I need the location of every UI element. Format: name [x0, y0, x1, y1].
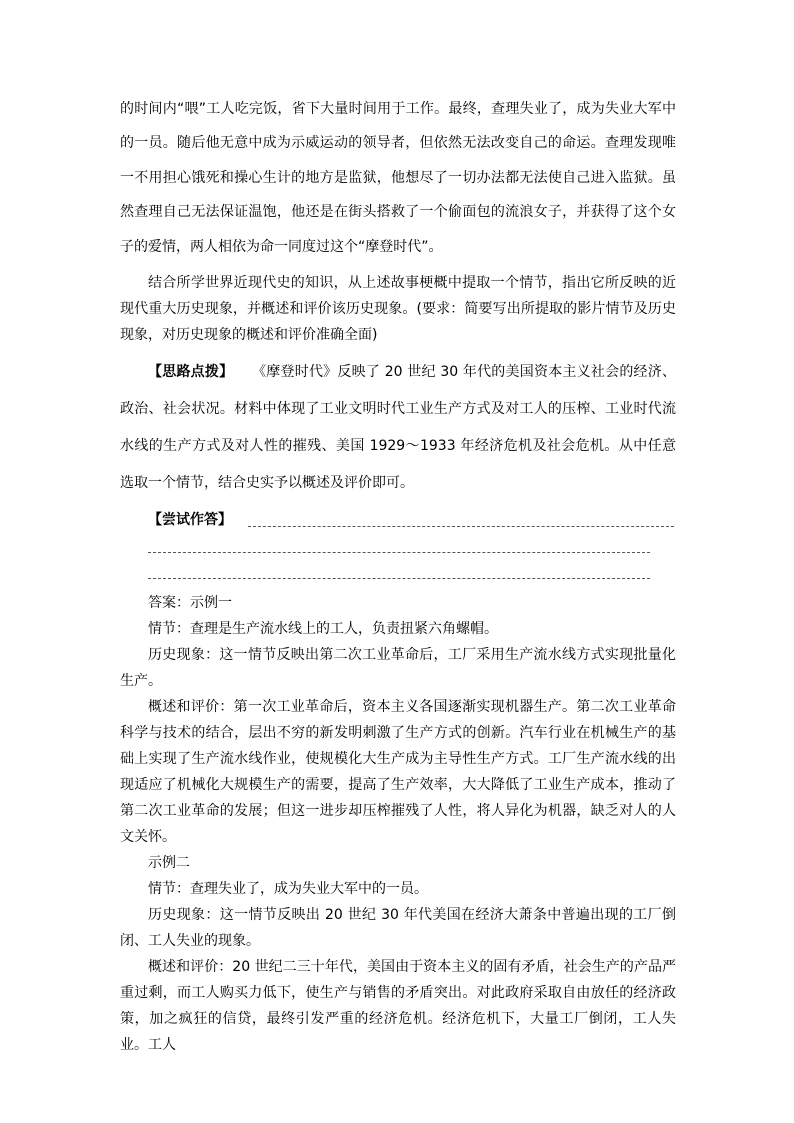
try-answer-row	[120, 508, 676, 538]
answer-line-3[interactable]	[148, 578, 650, 579]
answer-line-row-3	[120, 564, 676, 590]
answer-block	[120, 590, 676, 1058]
document-page	[120, 92, 676, 1058]
example2-plot: 情节：查理失业了，成为失业大军中的一员。	[148, 881, 428, 898]
example1-evaluation: 概述和评价：第一次工业革命后，资本主义各国逐渐实现机器生产。第二次工业革命科学与技术的结合，层出不穷的新发明刺激了生产方式的创新。汽车行业在机械生产的基础上实现了生产流水线作业，使规模化大生产成为主导性生产方式。工厂生产流水线的出现适应了机械化大规模生产的需要，提高了生产效率，大大降低了工业生产成本，推动了第二次工业革命的发展；但这一进步却压榨摧残了人性，将人异化为机器，缺乏对人的人文关怀。	[120, 699, 676, 846]
example2-evaluation: 概述和评价：20 世纪二三十年代，美国由于资本主义的固有矛盾，社会生产的产品严重过剩，而工人购买力低下，使生产与销售的矛盾突出。对此政府采取自由放任的经济政策，加之疯狂的信贷，最终引发严重的经济危机。经济危机下，大量工厂倒闭，工人失业。工人	[120, 959, 676, 1054]
question-paragraph: 结合所学世界近现代史的知识，从上述故事梗概中提取一个情节，指出它所反映的近现代重大历史现象，并概述和评价该历史现象。(要求：简要写出所提取的影片情节及历史现象，对历史现象的概述和评价准确全面)	[120, 275, 676, 344]
story-paragraph: 的时间内“喂”工人吃完饭，省下大量时间用于工作。最终，查理失业了，成为失业大军中的一员。随后他无意中成为示威运动的领导者，但依然无法改变自己的命运。查理发现唯一不用担心饿死和操心生计的地方是监狱，他想尽了一切办法都无法使自己进入监狱。虽然查理自己无法保证温饱，他还是在街头搭救了一个偷面包的流浪女子，并获得了这个女子的爱情，两人相依为命一同度过这个“摩登时代”。	[120, 101, 676, 255]
example2-phenomenon: 历史现象：这一情节反映出 20 世纪 30 年代美国在经济大萧条中普遍出现的工厂倒闭、工人失业的现象。	[120, 907, 676, 950]
answer-heading: 答案：示例一	[148, 595, 232, 612]
hint-label: 【思路点拨】	[148, 364, 234, 381]
answer-line-2[interactable]	[148, 552, 650, 553]
hint-text: 《摩登时代》反映了 20 世纪 30 年代的美国资本主义社会的经济、政治、社会状况。材料中体现了工业文明时代工业生产方式及对工人的压榨、工业时代流水线的生产方式及对人性的摧残、美国 1929～1933 年经济危机及社会危机。从中任意选取一个情节，结合史实予以概述及评价即可。	[120, 364, 676, 492]
hint-paragraph	[120, 354, 676, 502]
try-answer-label: 【尝试作答】	[148, 512, 232, 529]
example1-phenomenon: 历史现象：这一情节反映出第二次工业革命后，工厂采用生产流水线方式实现批量化生产。	[120, 647, 676, 690]
example2-heading: 示例二	[148, 855, 190, 872]
example1-plot: 情节：查理是生产流水线上的工人，负责扭紧六角螺帽。	[148, 621, 498, 638]
answer-line-1[interactable]	[248, 526, 674, 527]
answer-line-row-2	[120, 538, 676, 564]
